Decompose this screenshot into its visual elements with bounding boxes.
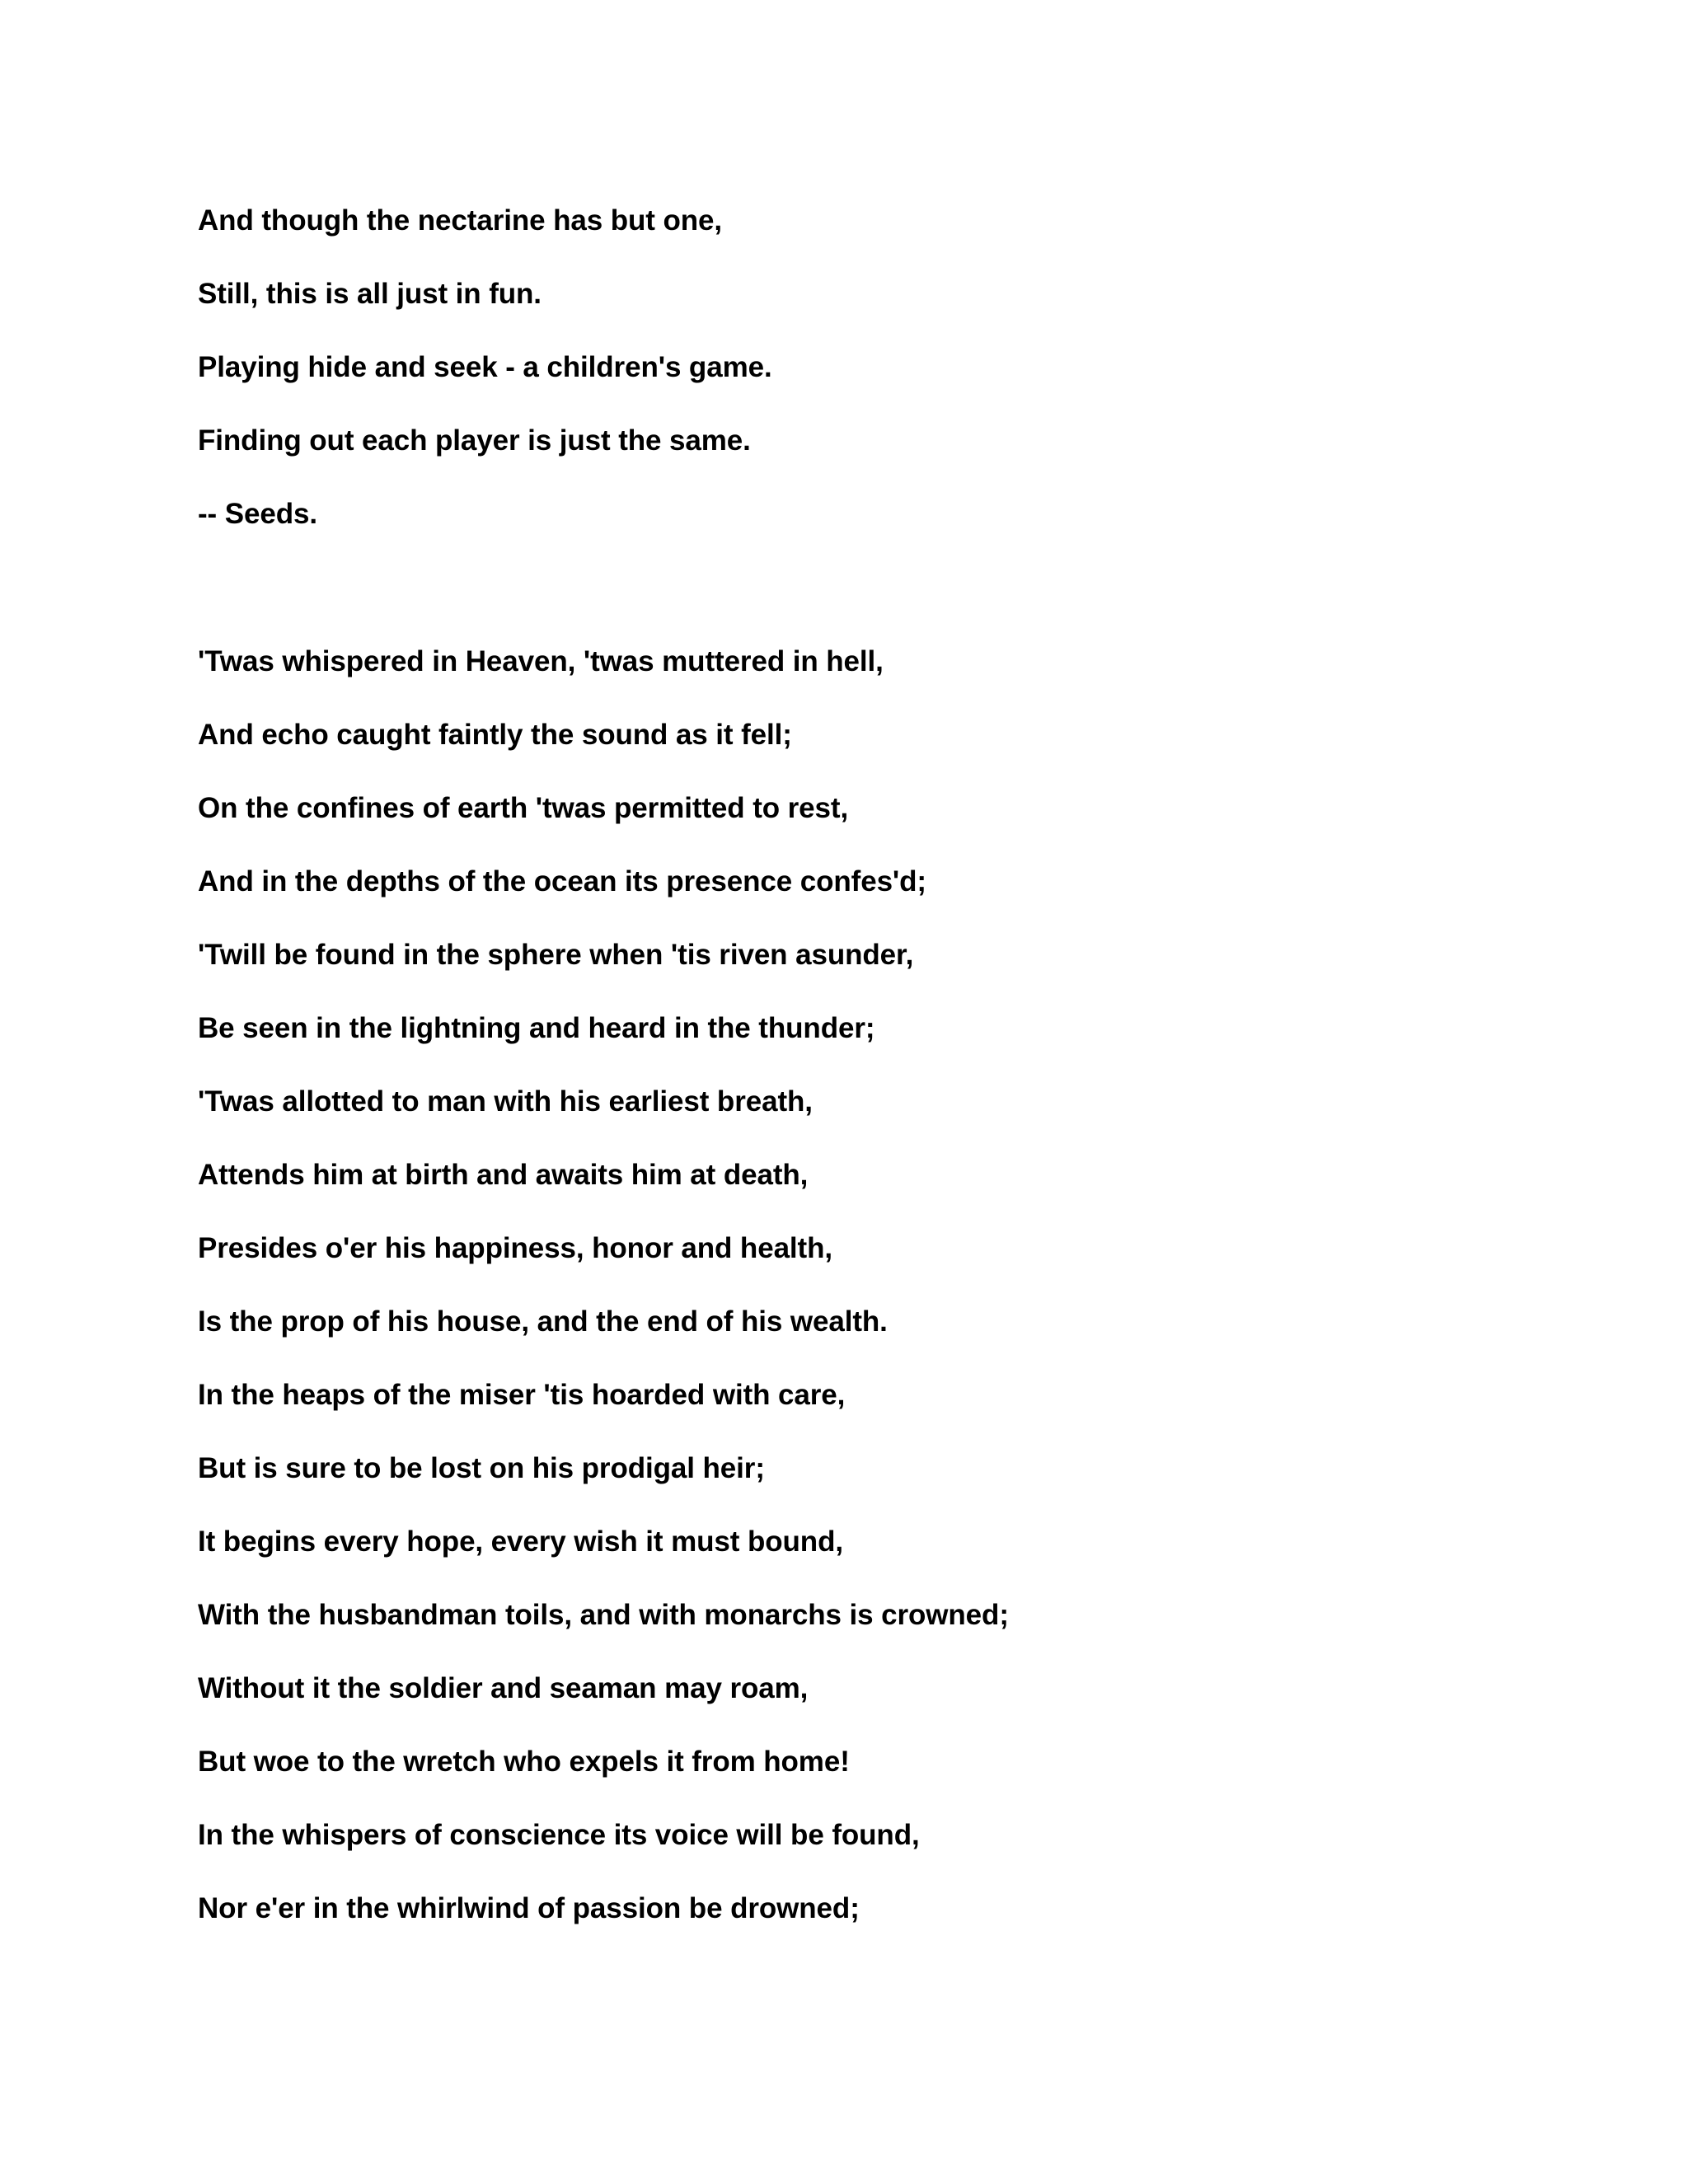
stanza-2 [198,641,1599,1961]
poem-line: Attends him at birth and awaits him at death, [198,1159,809,1191]
poem-line: Presides o'er his happiness, honor and health, [198,1232,833,1264]
poem-line: In the whispers of conscience its voice will be found, [198,1819,920,1851]
poem-line: Still, this is all just in fun. [198,278,542,310]
poem-line: Finding out each player is just the same. [198,424,751,457]
poem-line: 'Twill be found in the sphere when 'tis riven asunder, [198,939,914,971]
poem-line: With the husbandman toils, and with monarchs is crowned; [198,1599,1009,1631]
poem-line: And echo caught faintly the sound as it fell; [198,719,792,751]
poem-line: Be seen in the lightning and heard in the thunder; [198,1012,875,1044]
poem-signature: -- Seeds. [198,498,317,530]
poem-line: But woe to the wretch who expels it from home! [198,1746,850,1778]
poem-line: Playing hide and seek - a children's game. [198,351,772,383]
poem-line: Nor e'er in the whirlwind of passion be drowned; [198,1892,860,1924]
stanza-1 [198,200,1599,567]
poem-line: And in the depths of the ocean its presence confes'd; [198,865,926,898]
poem-line: 'Twas allotted to man with his earliest breath, [198,1085,813,1118]
poem-line: Is the prop of his house, and the end of his wealth. [198,1305,888,1338]
poem-line: On the confines of earth 'twas permitted to rest, [198,792,849,824]
poem-line: It begins every hope, every wish it must bound, [198,1526,843,1558]
poem-line: But is sure to be lost on his prodigal heir; [198,1452,765,1484]
poem-line: Without it the soldier and seaman may roam, [198,1672,809,1704]
poem-line: And though the nectarine has but one, [198,204,723,237]
poem-line: In the heaps of the miser 'tis hoarded with care, [198,1379,846,1411]
poem-line: 'Twas whispered in Heaven, 'twas muttered in hell, [198,645,884,677]
